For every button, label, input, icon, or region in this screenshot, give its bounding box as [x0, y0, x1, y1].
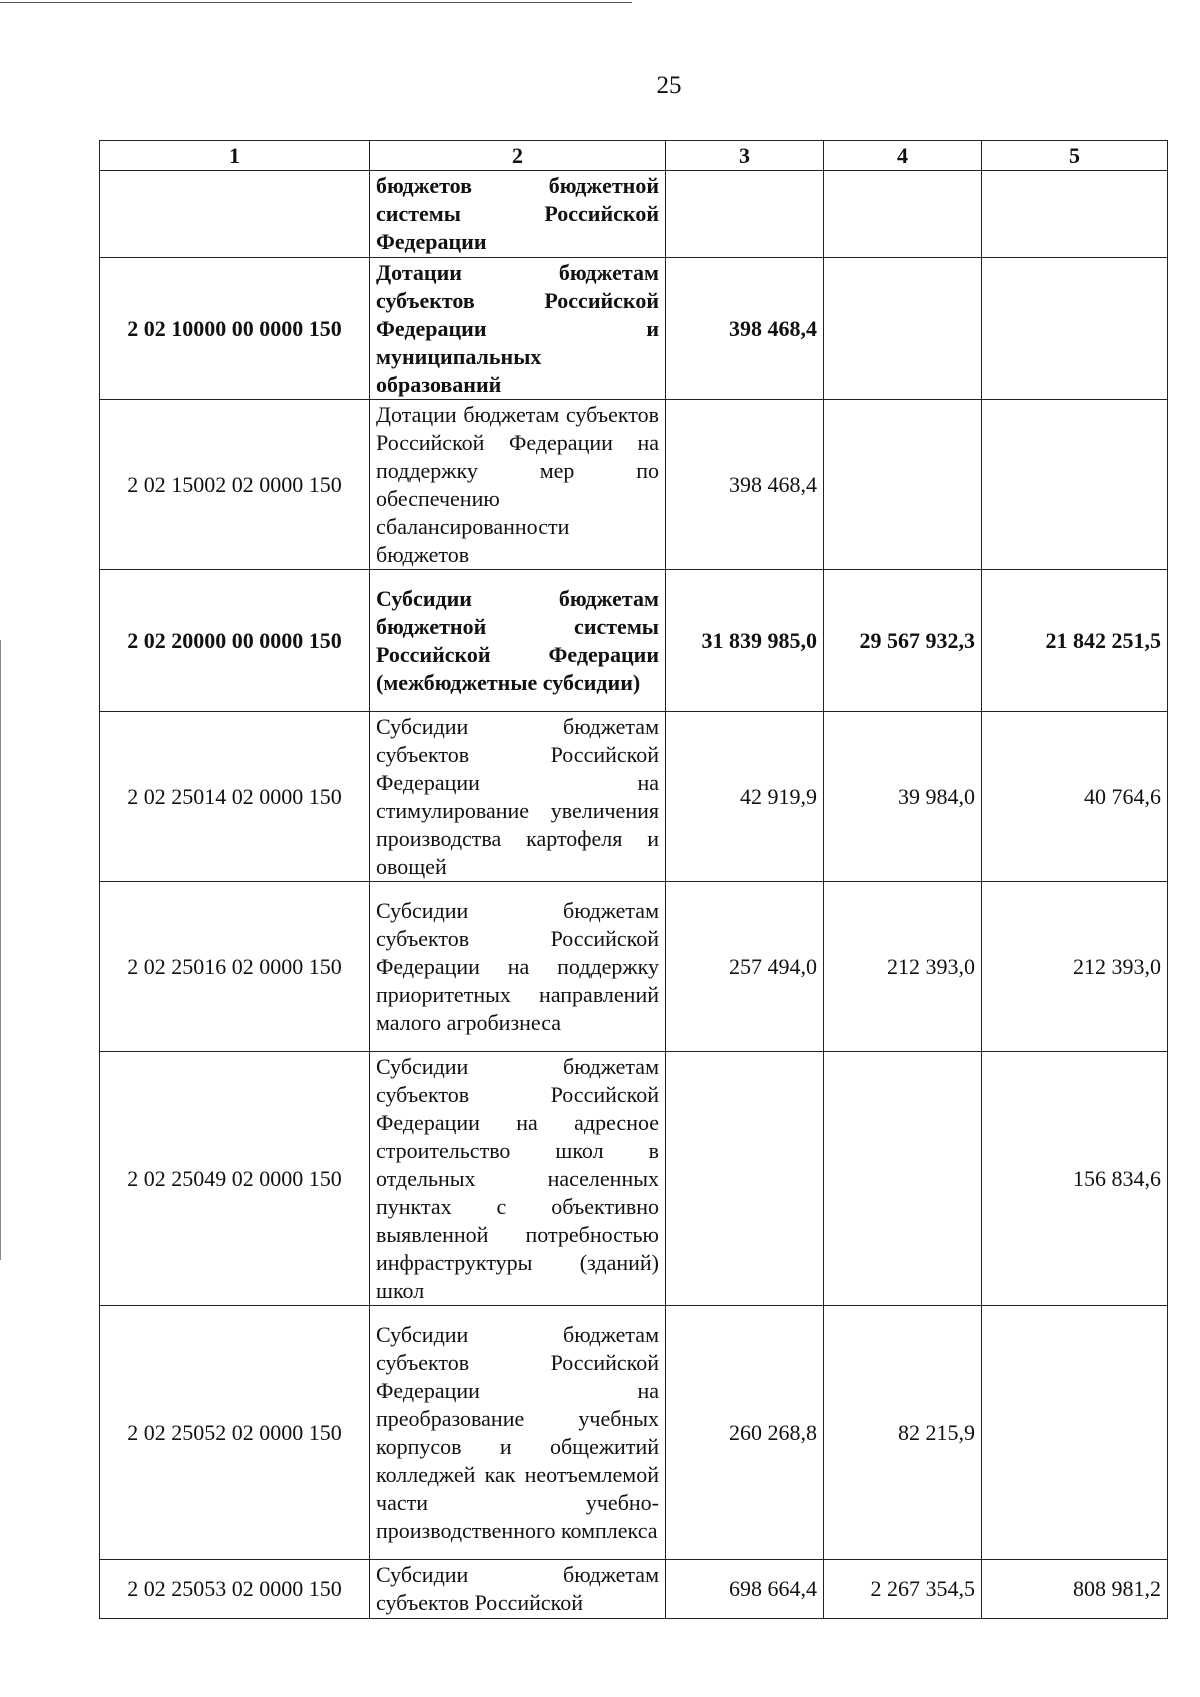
- budget-table: [99, 140, 1168, 1619]
- amount-col3: 260 268,8: [666, 1306, 824, 1560]
- income-description: бюджетов бюджетной системы Российской Федерации: [370, 171, 666, 258]
- column-header: 2: [370, 141, 666, 171]
- table-row: [100, 1560, 1168, 1619]
- income-description: Субсидии бюджетам субъектов Российской Федерации на адресное строительство школ в отдельных населенных пунктах с объективно выявленной потребностью инфраструктуры (зданий) школ: [370, 1052, 666, 1306]
- classification-code: 2 02 25049 02 0000 150: [100, 1052, 370, 1306]
- income-description: Субсидии бюджетам субъектов Российской Федерации на стимулирование увеличения производства картофеля и овощей: [370, 712, 666, 882]
- amount-col4: 82 215,9: [824, 1306, 982, 1560]
- income-description: Субсидии бюджетам субъектов Российской Федерации на преобразование учебных корпусов и общежитий колледжей как неотъемлемой части учебно-производственного комплекса: [370, 1306, 666, 1560]
- amount-col4: [824, 171, 982, 258]
- table-row: [100, 570, 1168, 712]
- classification-code: [100, 171, 370, 258]
- amount-col5: [982, 171, 1168, 258]
- amount-col3: [666, 1052, 824, 1306]
- amount-col4: 2 267 354,5: [824, 1560, 982, 1619]
- classification-code: 2 02 20000 00 0000 150: [100, 570, 370, 712]
- income-description: Субсидии бюджетам субъектов Российской Федерации на поддержку приоритетных направлений малого агробизнеса: [370, 882, 666, 1052]
- amount-col5: 40 764,6: [982, 712, 1168, 882]
- classification-code: 2 02 25014 02 0000 150: [100, 712, 370, 882]
- income-description: Субсидии бюджетам бюджетной системы Российской Федерации (межбюджетные субсидии): [370, 570, 666, 712]
- amount-col4: [824, 400, 982, 570]
- table-row: [100, 400, 1168, 570]
- amount-col3: 42 919,9: [666, 712, 824, 882]
- column-header: 3: [666, 141, 824, 171]
- amount-col3: 698 664,4: [666, 1560, 824, 1619]
- amount-col4: 212 393,0: [824, 882, 982, 1052]
- amount-col4: [824, 1052, 982, 1306]
- amount-col5: [982, 1306, 1168, 1560]
- amount-col3: [666, 171, 824, 258]
- page-number: 25: [656, 72, 682, 99]
- column-header: 5: [982, 141, 1168, 171]
- column-header: 4: [824, 141, 982, 171]
- amount-col4: 29 567 932,3: [824, 570, 982, 712]
- amount-col3: 398 468,4: [666, 400, 824, 570]
- amount-col3: 257 494,0: [666, 882, 824, 1052]
- table-row: [100, 1052, 1168, 1306]
- scan-left-edge: [0, 640, 1, 1260]
- classification-code: 2 02 15002 02 0000 150: [100, 400, 370, 570]
- amount-col5: 212 393,0: [982, 882, 1168, 1052]
- classification-code: 2 02 25052 02 0000 150: [100, 1306, 370, 1560]
- table-row: [100, 712, 1168, 882]
- amount-col5: 808 981,2: [982, 1560, 1168, 1619]
- amount-col5: 21 842 251,5: [982, 570, 1168, 712]
- amount-col5: 156 834,6: [982, 1052, 1168, 1306]
- column-header: 1: [100, 141, 370, 171]
- amount-col4: [824, 258, 982, 400]
- table-row: [100, 882, 1168, 1052]
- amount-col3: 398 468,4: [666, 258, 824, 400]
- income-description: Субсидии бюджетам субъектов Российской: [370, 1560, 666, 1619]
- table-row: [100, 171, 1168, 258]
- amount-col3: 31 839 985,0: [666, 570, 824, 712]
- amount-col4: 39 984,0: [824, 712, 982, 882]
- table-header-row: [100, 141, 1168, 171]
- amount-col5: [982, 258, 1168, 400]
- table-row: [100, 1306, 1168, 1560]
- income-description: Дотации бюджетам субъектов Российской Федерации на поддержку мер по обеспечению сбалансированности бюджетов: [370, 400, 666, 570]
- income-description: Дотации бюджетам субъектов Российской Федерации и муниципальных образований: [370, 258, 666, 400]
- table-row: [100, 258, 1168, 400]
- classification-code: 2 02 25016 02 0000 150: [100, 882, 370, 1052]
- classification-code: 2 02 25053 02 0000 150: [100, 1560, 370, 1619]
- amount-col5: [982, 400, 1168, 570]
- scan-top-line: [0, 2, 632, 3]
- classification-code: 2 02 10000 00 0000 150: [100, 258, 370, 400]
